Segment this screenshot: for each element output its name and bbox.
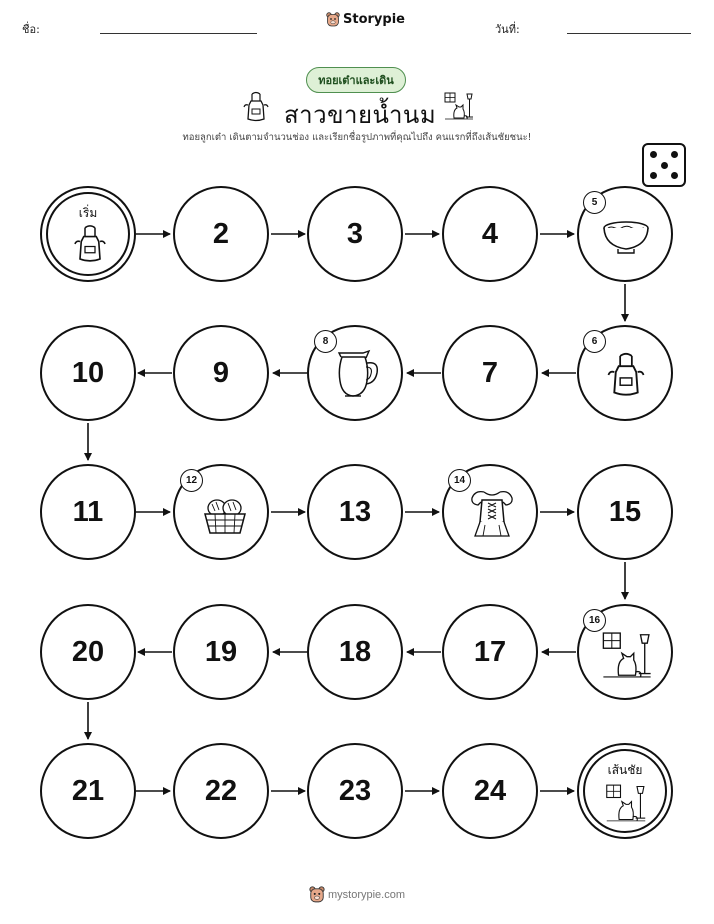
space-number: 15	[608, 495, 642, 528]
cat-room-icon	[599, 628, 655, 682]
space-number: 7	[481, 356, 499, 389]
board-space-13[interactable]	[307, 464, 403, 560]
board-space-22[interactable]	[173, 743, 269, 839]
space-badge-14: 14	[448, 469, 471, 492]
name-label: ชื่อ:	[22, 23, 40, 36]
bodice-icon	[469, 488, 515, 540]
space-number: 23	[338, 774, 372, 807]
space-number: 13	[338, 495, 372, 528]
brand-name: Storypie	[343, 12, 405, 27]
game-instructions: ทอยลูกเต๋า เดินตามจำนวนช่อง และเรียกชื่อรูปภาพที่คุณไปถึง คนแรกที่ถึงเส้นชัยชนะ!	[182, 132, 532, 143]
apron-icon	[73, 224, 107, 264]
board-space-23[interactable]	[307, 743, 403, 839]
game-title: สาวขายน้ำนม	[284, 101, 437, 129]
space-badge-8: 8	[314, 330, 337, 353]
board-space-20[interactable]	[40, 604, 136, 700]
space-number: 11	[72, 495, 104, 528]
space-number: 19	[204, 635, 238, 668]
footer	[309, 886, 405, 903]
space-badge-6: 6	[583, 330, 606, 353]
apron-icon	[607, 351, 645, 399]
space-number: 3	[346, 217, 364, 250]
board-space-17[interactable]	[442, 604, 538, 700]
board-space-7[interactable]	[442, 325, 538, 421]
space-number: 21	[71, 774, 105, 807]
board-space-9[interactable]	[173, 325, 269, 421]
space-badge-5: 5	[583, 191, 606, 214]
space-number: 18	[338, 635, 372, 668]
board-space-21[interactable]	[40, 743, 136, 839]
bear-mascot-icon	[309, 886, 325, 903]
footer-url[interactable]: mystorypie.com	[328, 888, 406, 901]
space-number: 10	[71, 356, 105, 389]
date-label: วันที่:	[495, 23, 520, 36]
board-space-15[interactable]	[577, 464, 673, 560]
space-number: 17	[473, 635, 507, 668]
space-number: 22	[204, 774, 238, 807]
board-space-10[interactable]	[40, 325, 136, 421]
game-type-tag: ทอยเต๋าและเดิน	[306, 67, 406, 93]
space-number: 4	[481, 217, 499, 250]
bowl-icon	[601, 216, 651, 256]
space-badge-12: 12	[180, 469, 203, 492]
board-space-19[interactable]	[173, 604, 269, 700]
board-space-4[interactable]	[442, 186, 538, 282]
space-number: 20	[71, 635, 105, 668]
board-space-11[interactable]	[40, 464, 136, 560]
cat-room-icon	[603, 781, 649, 825]
space-badge-16: 16	[583, 609, 606, 632]
start-label: เริ่ม	[78, 206, 98, 220]
board-space-3[interactable]	[307, 186, 403, 282]
board-space-24[interactable]	[442, 743, 538, 839]
space-number: 9	[212, 356, 230, 389]
bread-basket-icon	[202, 496, 248, 536]
finish-label: เส้นชัย	[607, 763, 643, 777]
finish-space[interactable]	[577, 743, 673, 839]
space-number: 2	[212, 217, 230, 250]
board-space-18[interactable]	[307, 604, 403, 700]
start-space[interactable]	[40, 186, 136, 282]
space-number: 24	[473, 774, 507, 807]
board-space-2[interactable]	[173, 186, 269, 282]
milk-jug-icon	[333, 349, 383, 401]
